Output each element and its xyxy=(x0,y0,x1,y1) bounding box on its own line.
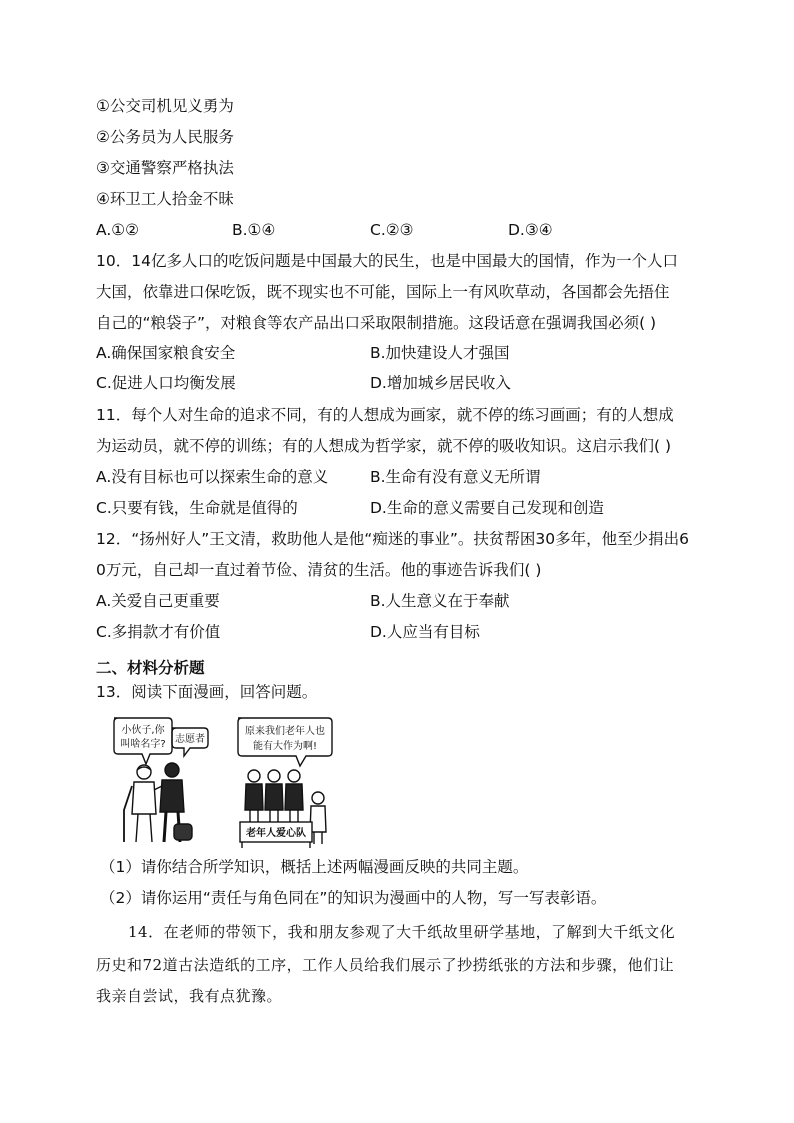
q11-answer-c[interactable]: C.只要有钱，生命就是值得的 xyxy=(96,499,298,517)
elder-figures xyxy=(245,770,303,822)
q12-answer-b[interactable]: B.人生意义在于奉献 xyxy=(370,592,510,610)
q10-answer-b[interactable]: B.加快建设人才强国 xyxy=(370,344,510,362)
q14-line-2: 历史和72道古法造纸的工序，工作人员给我们展示了抄捞纸张的方法和步骤，他们让 xyxy=(96,956,675,974)
section-heading: 二、材料分析题 xyxy=(96,659,205,677)
q10-line-1: 10．14亿多人口的吃饭问题是中国最大的民生，也是中国最大的国情，作为一个人口 xyxy=(96,252,678,270)
old-man-figure xyxy=(124,765,156,842)
q13-sub-2: （2）请你运用“责任与角色同在”的知识为漫画中的人物，写一写表彰语。 xyxy=(100,889,607,907)
q12-line-1: 12．“扬州好人”王文清，救助他人是他“痴迷的事业”。扶贫帮困30多年，他至少捐出6 xyxy=(96,530,689,548)
q9-answer-a[interactable]: A.①② xyxy=(96,221,140,239)
q10-answer-a[interactable]: A.确保国家粮食安全 xyxy=(96,344,236,362)
bubble-youth-text: 志愿者 xyxy=(175,734,205,745)
q9-answer-d[interactable]: D.③④ xyxy=(508,221,553,239)
option-1: ①公交司机见义勇为 xyxy=(96,97,234,115)
q13-stem: 13．阅读下面漫画，回答问题。 xyxy=(96,683,318,701)
q10-line-2: 大国，依靠进口保吃饭，既不现实也不可能，国际上一有风吹草动，各国都会先捂住 xyxy=(96,283,670,301)
q11-answer-d[interactable]: D.生命的意义需要自己发现和创造 xyxy=(370,499,604,517)
q12-line-2: 0万元，自己却一直过着节俭、清贫的生活。他的事迹告诉我们( ) xyxy=(96,561,542,579)
q11-answer-b[interactable]: B.生命有没有意义无所谓 xyxy=(370,468,541,486)
bubble-old-man-line-2: 叫啥名字? xyxy=(120,739,166,750)
comic-illustration xyxy=(110,714,360,848)
bubble-elders-line-1: 原来我们老年人也 xyxy=(245,726,325,737)
q9-answer-b[interactable]: B.①④ xyxy=(232,221,276,239)
q10-answer-d[interactable]: D.增加城乡居民收入 xyxy=(370,374,511,392)
q14-line-3: 我亲自尝试，我有点犹豫。 xyxy=(96,987,283,1005)
option-4: ④环卫工人拾金不昧 xyxy=(96,190,234,208)
q12-answer-a[interactable]: A.关爱自己更重要 xyxy=(96,592,220,610)
banner-text: 老年人爱心队 xyxy=(246,828,306,839)
q10-answer-c[interactable]: C.促进人口均衡发展 xyxy=(96,374,236,392)
q9-answer-c[interactable]: C.②③ xyxy=(370,221,414,239)
option-2: ②公务员为人民服务 xyxy=(96,128,234,146)
q12-answer-c[interactable]: C.多捐款才有价值 xyxy=(96,623,221,641)
q11-answer-a[interactable]: A.没有目标也可以探索生命的意义 xyxy=(96,468,329,486)
q14-line-1: 14．在老师的带领下，我和朋友参观了大千纸故里研学基地，了解到大千纸文化 xyxy=(128,923,676,941)
q11-line-1: 11．每个人对生命的追求不同，有的人想成为画家，就不停的练习画画；有的人想成 xyxy=(96,406,674,424)
bubble-elders-line-2: 能有大作为啊! xyxy=(252,741,318,752)
bubble-old-man-line-1: 小伙子,你 xyxy=(121,725,165,736)
q10-line-3: 自己的“粮袋子”，对粮食等农产品出口采取限制措施。这段话意在强调我国必须( ) xyxy=(96,314,657,332)
q12-answer-d[interactable]: D.人应当有目标 xyxy=(370,623,480,641)
q13-sub-1: （1）请你结合所学知识，概括上述两幅漫画反映的共同主题。 xyxy=(100,858,529,876)
option-3: ③交通警察严格执法 xyxy=(96,159,234,177)
volunteer-youth-figure xyxy=(154,763,192,842)
q11-line-2: 为运动员，就不停的训练；有的人想成为哲学家，就不停的吸收知识。这启示我们( ) xyxy=(96,437,672,455)
